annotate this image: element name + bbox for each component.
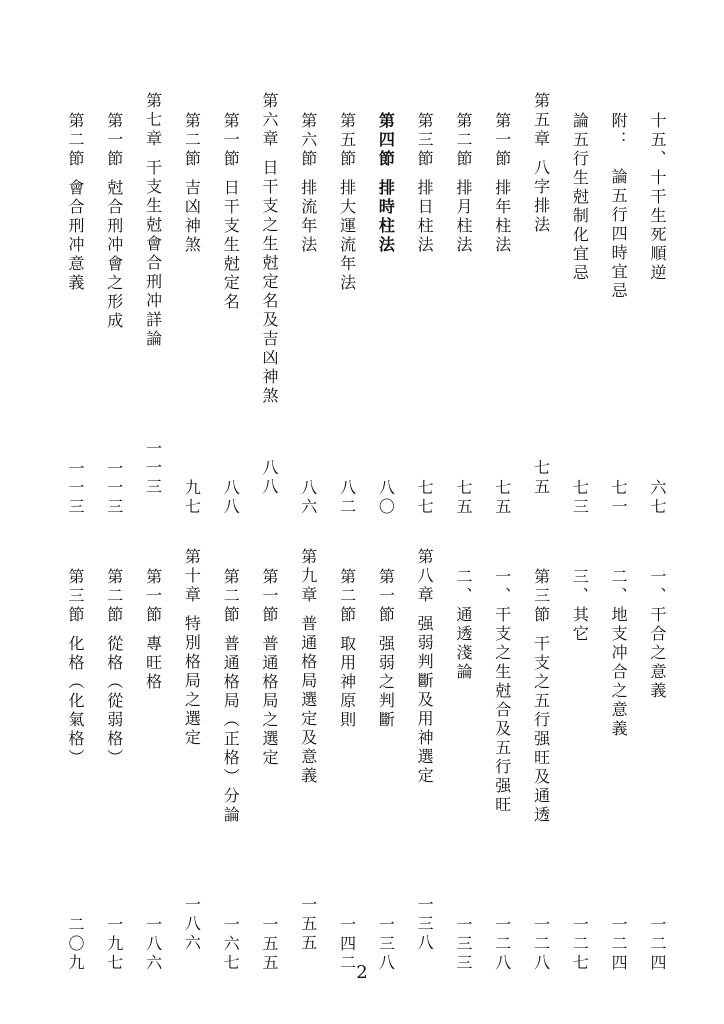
toc-entry <box>138 548 168 973</box>
toc-entry-title: 排流年法 <box>298 179 318 255</box>
toc-page-number: 一三八 <box>376 916 396 973</box>
toc-page-number: 一五五 <box>298 896 318 953</box>
toc-entry-title: 一、干合之意義 <box>647 568 667 701</box>
toc-entry <box>332 92 362 517</box>
toc-entry <box>254 92 284 497</box>
page-number: 2 <box>356 962 368 983</box>
toc-entry-title: 日干支生尅定名 <box>221 179 241 312</box>
toc-entry <box>642 548 672 973</box>
toc-page-number: 一二八 <box>531 916 551 973</box>
toc-page-number: 七七 <box>415 479 435 517</box>
toc-entry <box>254 548 284 973</box>
toc-page-number: 一八六 <box>182 896 202 953</box>
toc-entry-title: 三、其它 <box>570 568 590 644</box>
toc-page-number: 一三八 <box>415 896 435 953</box>
toc-entry-title: 化格（化氣格） <box>66 635 85 768</box>
toc-section-label: 第二節 <box>104 568 124 625</box>
toc-entry-title: 日干支之生尅定名及吉凶神煞 <box>259 159 279 406</box>
toc-entry <box>176 548 206 953</box>
toc-entry-title: 排日柱法 <box>415 179 435 255</box>
toc-entry-title: 普通格局之選定 <box>259 635 279 768</box>
toc-section-label: 第一節 <box>104 112 124 169</box>
toc-section-label: 第八章 <box>415 548 435 605</box>
toc-entry <box>409 92 439 517</box>
toc-page-number: 九七 <box>182 479 202 517</box>
toc-page-number: 七五 <box>531 459 551 497</box>
toc-entry-title: 十五、十干生死順逆 <box>647 112 667 283</box>
toc-page-number: 一四二 <box>337 916 357 973</box>
toc-upper-block <box>60 92 672 517</box>
toc-entry <box>370 548 400 973</box>
toc-lower-block <box>60 548 672 973</box>
toc-page-number: 七一 <box>609 479 629 517</box>
toc-entry-title: 干支之五行强旺及通透 <box>531 635 551 825</box>
toc-section-label: 第四節 <box>376 112 396 169</box>
toc-entry <box>293 548 323 953</box>
toc-entry <box>564 548 594 973</box>
toc-section-label: 第九章 <box>298 548 318 605</box>
toc-page-number: 八二 <box>337 479 357 517</box>
toc-entry-title: 干支生尅會合刑冲詳論 <box>143 159 163 349</box>
toc-page-number: 一六七 <box>221 916 241 973</box>
toc-entry <box>60 92 90 517</box>
toc-section-label: 第一節 <box>143 568 163 625</box>
toc-section-label: 第三節 <box>415 112 435 169</box>
toc-section-label: 第二節 <box>182 112 202 169</box>
toc-section-label: 第十章 <box>182 548 202 605</box>
toc-entry <box>370 92 400 517</box>
toc-section-label: 第二節 <box>221 568 241 625</box>
toc-page-number: 八六 <box>298 479 318 517</box>
toc-entry <box>332 548 362 973</box>
toc-section-label: 第七章 <box>143 92 163 149</box>
toc-entry-title: 從格（從弱格） <box>104 635 124 768</box>
toc-page-number: 一二七 <box>570 916 590 973</box>
toc-page-number: 七五 <box>492 479 512 517</box>
toc-page-number: 一九七 <box>104 916 124 973</box>
toc-section-label: 第三節 <box>66 568 85 625</box>
toc-entry-title: 强弱判斷及用神選定 <box>415 615 435 786</box>
toc-entry-title: 二、通透淺論 <box>453 568 473 682</box>
toc-entry <box>99 548 129 973</box>
toc-entry-title: 專旺格 <box>143 635 163 692</box>
toc-page-number: 七三 <box>570 479 590 517</box>
toc-page-number: 一八六 <box>143 916 163 973</box>
toc-page-number: 一二八 <box>492 916 512 973</box>
toc-entry <box>487 92 517 517</box>
toc-page-number: 一一三 <box>143 440 163 497</box>
toc-entry <box>60 548 90 973</box>
toc-entry-title: 普通格局選定及意義 <box>298 615 318 786</box>
toc-entry-title: 吉凶神煞 <box>182 179 202 255</box>
toc-entry <box>448 548 478 973</box>
toc-entry <box>409 548 439 953</box>
toc-entry-title: 排月柱法 <box>453 179 473 255</box>
toc-entry-title: 普通格局（正格）分論 <box>221 635 241 825</box>
toc-page-number: 八〇 <box>376 479 396 517</box>
toc-entry <box>526 92 556 497</box>
toc-entry-title: 特別格局之選定 <box>182 615 202 748</box>
toc-entry <box>215 92 245 517</box>
toc-page-number: 七五 <box>453 479 473 517</box>
toc-entry <box>448 92 478 517</box>
toc-entry-title: 論五行生尅制化宜忌 <box>570 112 590 283</box>
toc-section-label: 第一節 <box>376 568 396 625</box>
toc-page-number: 一二四 <box>609 916 629 973</box>
toc-entry-title: 排時柱法 <box>376 179 396 255</box>
toc-section-label: 附： <box>609 112 629 150</box>
toc-entry-title: 八字排法 <box>531 159 551 235</box>
toc-page-number: 八八 <box>221 479 241 517</box>
toc-page-number: 一二四 <box>647 916 667 973</box>
toc-entry-title: 論五行四時宜忌 <box>609 168 629 301</box>
toc-entry <box>293 92 323 517</box>
toc-section-label: 第二節 <box>453 112 473 169</box>
toc-entry <box>176 92 206 517</box>
toc-entry <box>603 92 633 517</box>
toc-section-label: 第五章 <box>531 92 551 149</box>
toc-section-label: 第二節 <box>66 112 85 169</box>
toc-entry <box>99 92 129 517</box>
toc-section-label: 第二節 <box>337 568 357 625</box>
toc-entry <box>564 92 594 517</box>
toc-section-label: 第五節 <box>337 112 357 169</box>
toc-entry <box>487 548 517 973</box>
toc-entry-title: 二、地支冲合之意義 <box>609 568 629 739</box>
toc-page-number: 六七 <box>647 479 667 517</box>
toc-section-label: 第六節 <box>298 112 318 169</box>
toc-page-number: 一五五 <box>259 916 279 973</box>
toc-page-number: 二〇九 <box>66 916 85 973</box>
toc-entry <box>215 548 245 973</box>
toc-entry <box>642 92 672 517</box>
toc-entry-title: 尅合刑冲會之形成 <box>104 179 124 331</box>
toc-entry <box>603 548 633 973</box>
toc-entry-title: 排大運流年法 <box>337 179 357 293</box>
toc-section-label: 第六章 <box>259 92 279 149</box>
toc-section-label: 第一節 <box>492 112 512 169</box>
toc-section-label: 第三節 <box>531 568 551 625</box>
toc-entry <box>138 92 168 497</box>
toc-section-label: 第一節 <box>221 112 241 169</box>
toc-section-label: 第一節 <box>259 568 279 625</box>
toc-page-number: 一一三 <box>104 460 124 517</box>
toc-page-number: 一三三 <box>453 916 473 973</box>
toc-page-number: 一一三 <box>66 460 85 517</box>
toc-entry-title: 會合刑冲意義 <box>66 179 85 293</box>
toc-entry-title: 排年柱法 <box>492 179 512 255</box>
toc-entry-title: 取用神原則 <box>337 635 357 730</box>
toc-entry-title: 一、干支之生尅合及五行强旺 <box>492 568 512 815</box>
toc-entry-title: 强弱之判斷 <box>376 635 396 730</box>
toc-page-number: 八八 <box>259 459 279 497</box>
toc-entry <box>526 548 556 973</box>
